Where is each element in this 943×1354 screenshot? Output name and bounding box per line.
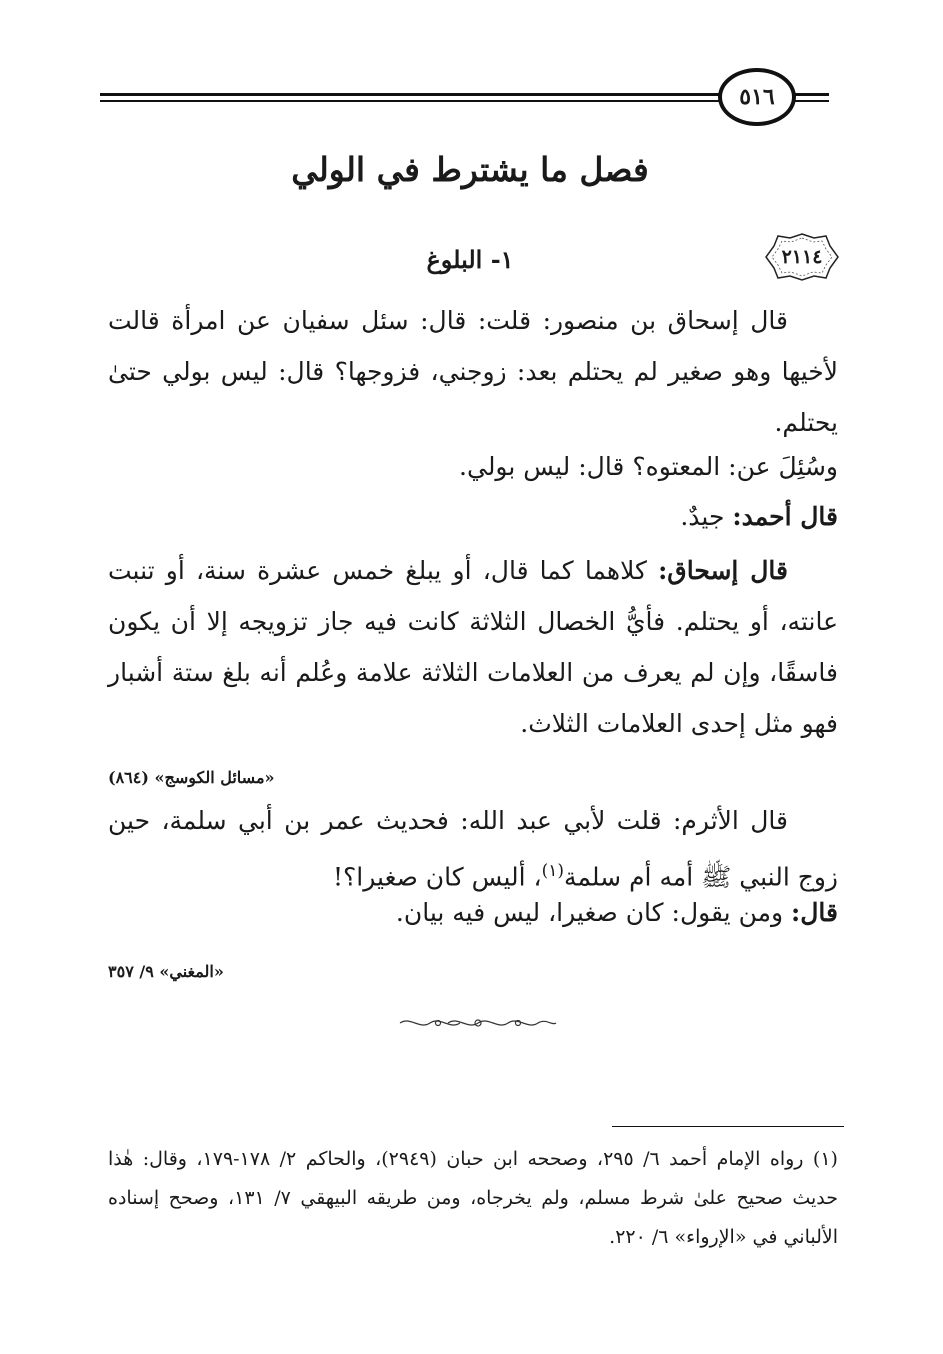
section-title: ١- البلوغ xyxy=(426,245,514,274)
footnote-text: رواه الإمام أحمد ٦/ ٢٩٥، وصححه ابن حبان (٢٩٤٩)، والحاكم ٢/ ١٧٨-١٧٩، وقال: هٰذا حديث صحيح علىٰ شرط مسلم، ولم يخرجاه، ومن طريقه البيهقي ٧/ ١٣١، وصحح إسناده الألباني في «الإرواء» ٦/ ٢٢٠. xyxy=(108,1148,839,1248)
paragraph-6-text: ومن يقول: كان صغيرا، ليس فيه بيان. xyxy=(395,898,784,927)
speaker-ahmad: قال أحمد: xyxy=(732,502,838,531)
chapter-title: فصل ما يشترط في الولي xyxy=(291,150,649,189)
paragraph-4 xyxy=(108,545,838,749)
paragraph-4-text: كلاهما كما قال، أو يبلغ خمس عشرة سنة، أو تنبت عانته، أو يحتلم. فأيُّ الخصال الثلاثة كانت فيه جاز تزويجه إلا أن يكون فاسقًا، وإن لم يعرف من العلامات الثلاثة علامة وعُلم أنه بلغ ستة أشبار فهو مثل إحدى العلامات الثلاث. xyxy=(108,556,838,738)
footnote-separator xyxy=(612,1126,844,1127)
paragraph-5 xyxy=(108,795,838,902)
paragraph-5-end: ، أليس كان صغيرا؟! xyxy=(332,862,542,892)
speaker-ishaq: قال إسحاق: xyxy=(658,556,789,585)
paragraph-2: وسُئِلَ عن: المعتوه؟ قال: ليس بولي. xyxy=(459,452,838,481)
footnote-reference[interactable]: (١) xyxy=(541,861,565,881)
source-citation-1: «مسائل الكوسج» (٨٦٤) xyxy=(108,768,275,787)
source-citation-2: «المغني» ٩/ ٣٥٧ xyxy=(108,962,224,981)
header-rule xyxy=(100,93,720,107)
footnote-1 xyxy=(108,1140,838,1257)
page-number: ٥١٦ xyxy=(718,68,796,126)
paragraph-3 xyxy=(680,502,838,531)
entry-number: ٢١١٤ xyxy=(781,246,823,268)
paragraph-3-text: جيدٌ. xyxy=(680,502,725,531)
footnote-marker: (١) xyxy=(812,1148,838,1170)
paragraph-6 xyxy=(396,898,838,927)
paragraph-5-text: قال الأثرم: قلت لأبي عبد الله: فحديث عمر بن أبي سلمة، حين زوج النبي ﷺ أمه أم سلمة xyxy=(108,806,838,892)
speaker-label: قال: xyxy=(791,898,838,927)
entry-number-badge xyxy=(764,232,840,282)
section-divider-ornament-icon xyxy=(398,1016,558,1030)
header-rule-end xyxy=(795,93,829,107)
paragraph-1: قال إسحاق بن منصور: قلت: قال: سئل سفيان عن امرأة قالت لأخيها وهو صغير لم يحتلم بعد: زوجني، فزوجها؟ قال: ليس بولي حتىٰ يحتلم. xyxy=(108,306,838,437)
